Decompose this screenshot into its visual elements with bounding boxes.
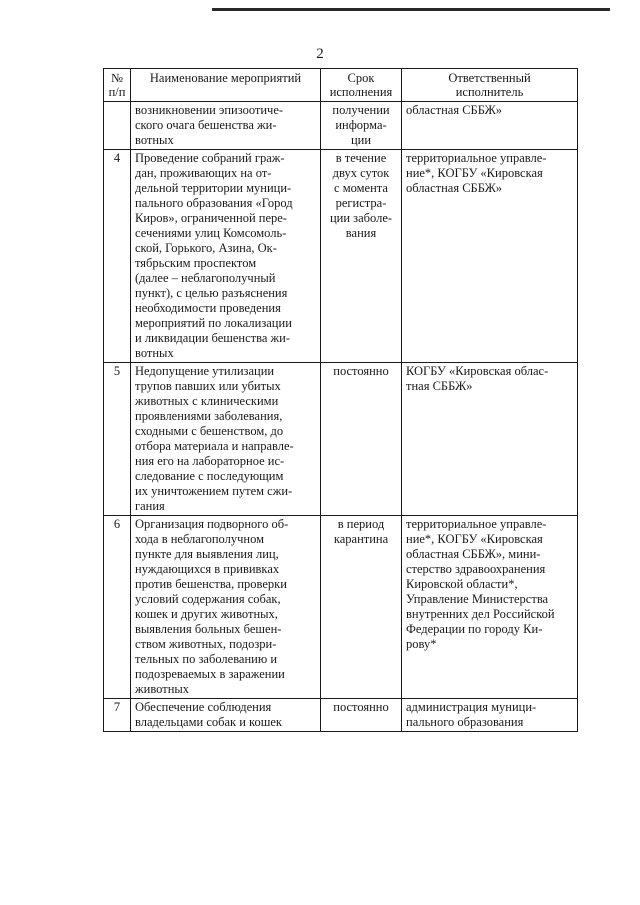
cell-responsible: КОГБУ «Кировская облас- тная СББЖ»: [402, 363, 578, 516]
cell-term: постоянно: [321, 363, 402, 516]
cell-num: 7: [104, 699, 131, 732]
cell-num: 6: [104, 516, 131, 699]
header-term: Срок исполнения: [321, 69, 402, 102]
header-responsible: Ответственный исполнитель: [402, 69, 578, 102]
table-row: [104, 699, 578, 732]
cell-term: постоянно: [321, 699, 402, 732]
cell-responsible: администрация муници- пального образования: [402, 699, 578, 732]
cell-term: получении информа- ции: [321, 102, 402, 150]
cell-name: Проведение собраний граж- дан, проживающих на от- дельной территории муници- пального образования «Город Киров», ограниченной пере- сечениями улиц Комсомоль- ской, Горького, Азина, Ок- тябрьским проспектом (далее – неблагополучный пункт), с целью разъяснения необходимости проведения мероприятий по локализации и ликвидации бешенства жи- вотных: [131, 150, 321, 363]
top-border-line: [212, 8, 610, 11]
table-row: [104, 363, 578, 516]
cell-num: 5: [104, 363, 131, 516]
cell-responsible: областная СББЖ»: [402, 102, 578, 150]
cell-num: 4: [104, 150, 131, 363]
cell-responsible: территориальное управле- ние*, КОГБУ «Кировская областная СББЖ», мини- стерство здравоохранения Кировской области*, Управление Министерства внутренних дел Российской Федерации по городу Ки- рову*: [402, 516, 578, 699]
table-row: [104, 102, 578, 150]
table-row: [104, 516, 578, 699]
table-header-row: [104, 69, 578, 102]
cell-name: Организация подворного об- хода в неблагополучном пункте для выявления лиц, нуждающихся в прививках против бешенства, проверки условий содержания собак, кошек и других животных, выявления больных бешен- ством животных, подозри- тельных по заболеванию и подозреваемых в заражении животных: [131, 516, 321, 699]
page-number: 2: [316, 46, 324, 62]
cell-term: в течение двух суток с момента регистра- ции заболе- вания: [321, 150, 402, 363]
table-row: [104, 150, 578, 363]
header-name: Наименование мероприятий: [131, 69, 321, 102]
cell-num: [104, 102, 131, 150]
cell-name: Обеспечение соблюдения владельцами собак и кошек: [131, 699, 321, 732]
header-number: № п/п: [104, 69, 131, 102]
cell-responsible: территориальное управле- ние*, КОГБУ «Кировская областная СББЖ»: [402, 150, 578, 363]
cell-name: Недопущение утилизации трупов павших или убитых животных с клиническими проявлениями заболевания, сходными с бешенством, до отбора материала и направле- ния его на лабораторное ис- следование с последующим их уничтожением путем сжи- гания: [131, 363, 321, 516]
measures-table: [103, 68, 578, 732]
cell-name: возникновении эпизоотиче- ского очага бешенства жи- вотных: [131, 102, 321, 150]
cell-term: в период карантина: [321, 516, 402, 699]
